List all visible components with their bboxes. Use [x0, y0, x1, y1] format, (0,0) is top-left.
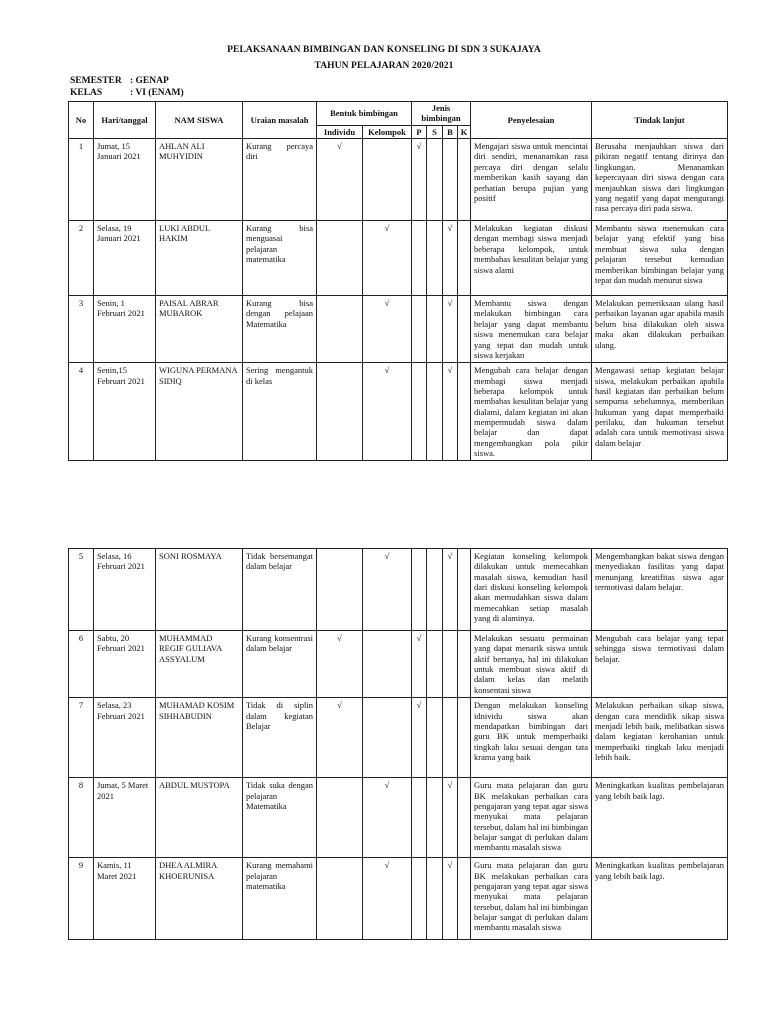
row-k-check [458, 778, 471, 858]
header-name: NAM SISWA [156, 102, 243, 139]
header-followup: Tindak lanjut [592, 102, 728, 139]
row-student-name: MUHAMMAD REGIF GULIAVA ASSYALUM [156, 631, 243, 698]
header-jenis: Jenis bimbingan [412, 102, 471, 126]
header-bentuk: Bentuk bimbingan [317, 102, 412, 126]
row-b-check: √ [443, 363, 458, 461]
row-issue: Kurang konsentrasi dalam belajar [243, 631, 317, 698]
row-b-check: √ [443, 296, 458, 363]
row-k-check [458, 858, 471, 940]
row-issue: Tidak bersemangat dalam belajar [243, 549, 317, 631]
document-subtitle: TAHUN PELAJARAN 2020/2021 [314, 61, 454, 71]
row-s-check [427, 363, 443, 461]
row-s-check [427, 778, 443, 858]
row-student-name: PAISAL ABRAR MUBAROK [156, 296, 243, 363]
row-solution: Membantu siswa dengan melakukan bimbingan cara belajar yang dapat membantu siswa menemukan cara belajar yang tepat dan mudah untuk siswa kerjakan [471, 296, 592, 363]
row-k-check [458, 221, 471, 296]
row-student-name: AHLAN ALI MUHYIDIN [156, 139, 243, 221]
header-k: K [458, 125, 471, 138]
row-date: Selasa, 19 Januari 2021 [94, 221, 156, 296]
row-solution: Mengajari siswa untuk mencintai diri sendiri, menanamkan rasa percaya diri dengan selalu memberikan kasih sayang dan perhatian berupa pujian yang positif [471, 139, 592, 221]
row-b-check: √ [443, 549, 458, 631]
table-row [69, 858, 728, 940]
row-k-check [458, 631, 471, 698]
semester-line [70, 76, 169, 86]
table-row [69, 549, 728, 631]
row-p-check [412, 778, 427, 858]
row-k-check [458, 698, 471, 778]
row-solution: Melakukan sesuatu permainan yang dapat menarik siswa untuk aktif bertanya, hal ini dilakukan untuk membuat siswa aktif di dalam kelas dan melatih konsentasi siswa [471, 631, 592, 698]
row-solution: Kegiatan konseling kelompok dilakukan untuk memecahkan masalah siswa, kemudian hasil dari diskusi konseling kelompok akan memudahkan siswa dalam memecahkan setiap masalah yang di alaminya. [471, 549, 592, 631]
row-individu-check: √ [317, 631, 363, 698]
row-student-name: MUHAMAD KOSIM SIHHABUDIN [156, 698, 243, 778]
row-number: 6 [69, 631, 94, 698]
header-p: P [412, 125, 427, 138]
row-solution: Mengubah cara belajar dengan membagi siswa menjadi beberapa kelompok untuk membahas kesulitan belajar yang dialami, dalam kegiatan ini akan mempermudah siswa dalam belajar dan dapat mengembangkan pola pikir siswa. [471, 363, 592, 461]
row-issue: Tidak suka dengan pelajaran Matematika [243, 778, 317, 858]
table-row [69, 296, 728, 363]
row-followup: Melakukan pemeriksaan ulang hasil perbaikan layanan agar apabila masih belum bisa dilakukan oleh siswa maka akan dilakukan perbaikan ulang. [592, 296, 728, 363]
row-kelompok-check: √ [363, 549, 412, 631]
row-number: 3 [69, 296, 94, 363]
row-kelompok-check: √ [363, 221, 412, 296]
header-b: B [443, 125, 458, 138]
row-s-check [427, 549, 443, 631]
header-date: Hari/tanggal [94, 102, 156, 139]
table-row [69, 631, 728, 698]
row-date: Selasa, 16 Februari 2021 [94, 549, 156, 631]
row-b-check: √ [443, 858, 458, 940]
header-kelompok: Kelompok [363, 125, 412, 138]
header-issue: Uraian masalah [243, 102, 317, 139]
row-b-check: √ [443, 221, 458, 296]
row-individu-check [317, 221, 363, 296]
row-date: Jumat, 15 Januari 2021 [94, 139, 156, 221]
row-solution: Melakukan kegiatan diskusi dengan membagi siswa menjadi beberapa kelompok, untuk membahas kesulitan belajar yang siswa alami [471, 221, 592, 296]
header-s: S [427, 125, 443, 138]
row-p-check [412, 858, 427, 940]
row-issue: Kurang bisa dengan pelajaan Matematika [243, 296, 317, 363]
row-p-check [412, 363, 427, 461]
row-p-check: √ [412, 139, 427, 221]
row-p-check: √ [412, 698, 427, 778]
row-number: 9 [69, 858, 94, 940]
header-no: No [69, 102, 94, 139]
kelas-line [70, 88, 184, 98]
row-number: 1 [69, 139, 94, 221]
row-s-check [427, 858, 443, 940]
row-s-check [427, 698, 443, 778]
row-s-check [427, 631, 443, 698]
row-number: 5 [69, 549, 94, 631]
row-kelompok-check: √ [363, 296, 412, 363]
header-solution: Penyelesaian [471, 102, 592, 139]
row-issue: Kurang bisa menguasai pelajaran matematika [243, 221, 317, 296]
row-b-check [443, 698, 458, 778]
counseling-table-page-2 [68, 548, 728, 940]
row-number: 7 [69, 698, 94, 778]
row-issue: Sering mengantuk di kelas [243, 363, 317, 461]
row-individu-check: √ [317, 139, 363, 221]
table-row [69, 221, 728, 296]
row-date: Senin, 1 Februari 2021 [94, 296, 156, 363]
semester-label: SEMESTER [70, 76, 122, 86]
table-row [69, 139, 728, 221]
row-followup: Berusaha menjauhkan siswa dari pikiran negatif tentang dirinya dan lingkungan. Menanamkan kepercayaan diri siswa dengan cara menjauhkan siswa dari lingkungan yang negatif yang dapat mengurangi rasa percaya diri pada siswa. [592, 139, 728, 221]
row-issue: Kurang percaya diri [243, 139, 317, 221]
row-k-check [458, 363, 471, 461]
row-kelompok-check: √ [363, 858, 412, 940]
row-number: 4 [69, 363, 94, 461]
table-row [69, 363, 728, 461]
row-individu-check [317, 296, 363, 363]
row-b-check: √ [443, 778, 458, 858]
row-date: Jumat, 5 Maret 2021 [94, 778, 156, 858]
document-title: PELAKSANAAN BIMBINGAN DAN KONSELING DI SDN 3 SUKAJAYA [227, 45, 541, 55]
row-followup: Mengembangkan bakat siswa dengan menyediakan fasilitas yang dapat menunjang kreatifitas siswa agar termotivasi dalam belajar. [592, 549, 728, 631]
row-s-check [427, 139, 443, 221]
row-issue: Tidak di siplin dalam kegiatan Belajar [243, 698, 317, 778]
row-individu-check [317, 858, 363, 940]
row-student-name: ABDUL MUSTOPA [156, 778, 243, 858]
counseling-table-page-1 [68, 101, 728, 461]
row-solution: Guru mata pelajaran dan guru BK melakukan perbaikan cara pengajaran yang tepat agar siswa menyukai mata pelajaran tersebut, dalam hal ini bimbingan belajar sangat di perlukan dalam membantu masalah siswa [471, 858, 592, 940]
row-b-check [443, 631, 458, 698]
row-p-check: √ [412, 631, 427, 698]
row-s-check [427, 221, 443, 296]
row-number: 2 [69, 221, 94, 296]
row-followup: Meningkatkan kualitas pembelajaran yang lebih baik lagi. [592, 858, 728, 940]
row-student-name: DHEA ALMIRA KHOERUNISA [156, 858, 243, 940]
row-individu-check: √ [317, 698, 363, 778]
row-date: Senin,15 Februari 2021 [94, 363, 156, 461]
row-followup: Membantu siswa menemukan cara belajar yang efektif yang bisa membuat siswa suka dengan pelajaran tersebut kemudian memberikan bimbingan belajar yang tepat dan mudah menurut siswa [592, 221, 728, 296]
row-kelompok-check [363, 631, 412, 698]
row-individu-check [317, 549, 363, 631]
row-k-check [458, 549, 471, 631]
row-student-name: SONI ROSMAYA [156, 549, 243, 631]
table-row [69, 698, 728, 778]
row-solution: Guru mata pelajaran dan guru BK melakukan perbaikan cara pengajaran yang tepat agar siswa menyukai mata pelajaran tersebut, dalam hal ini bimbingan belajar sangat di perlukan dalam membantu masalah siswa [471, 778, 592, 858]
kelas-value: : VI (ENAM) [130, 88, 184, 98]
row-date: Kamis, 11 Maret 2021 [94, 858, 156, 940]
row-individu-check [317, 363, 363, 461]
row-s-check [427, 296, 443, 363]
row-p-check [412, 549, 427, 631]
kelas-label: KELAS [70, 88, 103, 98]
row-p-check [412, 221, 427, 296]
row-k-check [458, 139, 471, 221]
header-individu: Individu [317, 125, 363, 138]
row-solution: Dengan melakukan konseling idnividu siswa akan mendapatkan bimbingan dari guru BK untuk memperbaiki tingkah laku sesuai dengan tata krama yang baik [471, 698, 592, 778]
row-b-check [443, 139, 458, 221]
row-followup: Melakukan perbaikan sikap siswa, dengan cara mendidik sikap siswa menjadi lebih baik, melibatkan siswa dalam kegiatan kerohanian untuk memperbaiki tingkah laku menjadi lebih baik. [592, 698, 728, 778]
row-kelompok-check [363, 698, 412, 778]
row-kelompok-check [363, 139, 412, 221]
row-followup: Mengawasi setiap kegiatan belajar siswa, melakukan perbaikan apabila hasil kegiatan dan perbaikan belum sempurna sebelumnya, memberikan hukuman yang dapat memperbaiki perilaku, dan hukuman tersebut adalah cara untuk memotivasi siswa dalam belajar [592, 363, 728, 461]
row-p-check [412, 296, 427, 363]
row-kelompok-check: √ [363, 363, 412, 461]
table-row [69, 778, 728, 858]
row-student-name: WIGUNA PERMANA SIDIQ [156, 363, 243, 461]
row-individu-check [317, 778, 363, 858]
row-date: Sabtu, 20 Februari 2021 [94, 631, 156, 698]
row-followup: Mengubah cara belajar yang tepat sehingga siswa termotivasi dalam belajar. [592, 631, 728, 698]
row-followup: Meningkatkan kualitas pembelajaran yang lebih baik lagi. [592, 778, 728, 858]
row-issue: Kurang memahami pelajaran matematika [243, 858, 317, 940]
row-student-name: LUKI ABDUL HAKIM [156, 221, 243, 296]
semester-value: : GENAP [130, 76, 169, 86]
row-number: 8 [69, 778, 94, 858]
row-kelompok-check: √ [363, 778, 412, 858]
row-k-check [458, 296, 471, 363]
row-date: Selasa, 23 Februari 2021 [94, 698, 156, 778]
